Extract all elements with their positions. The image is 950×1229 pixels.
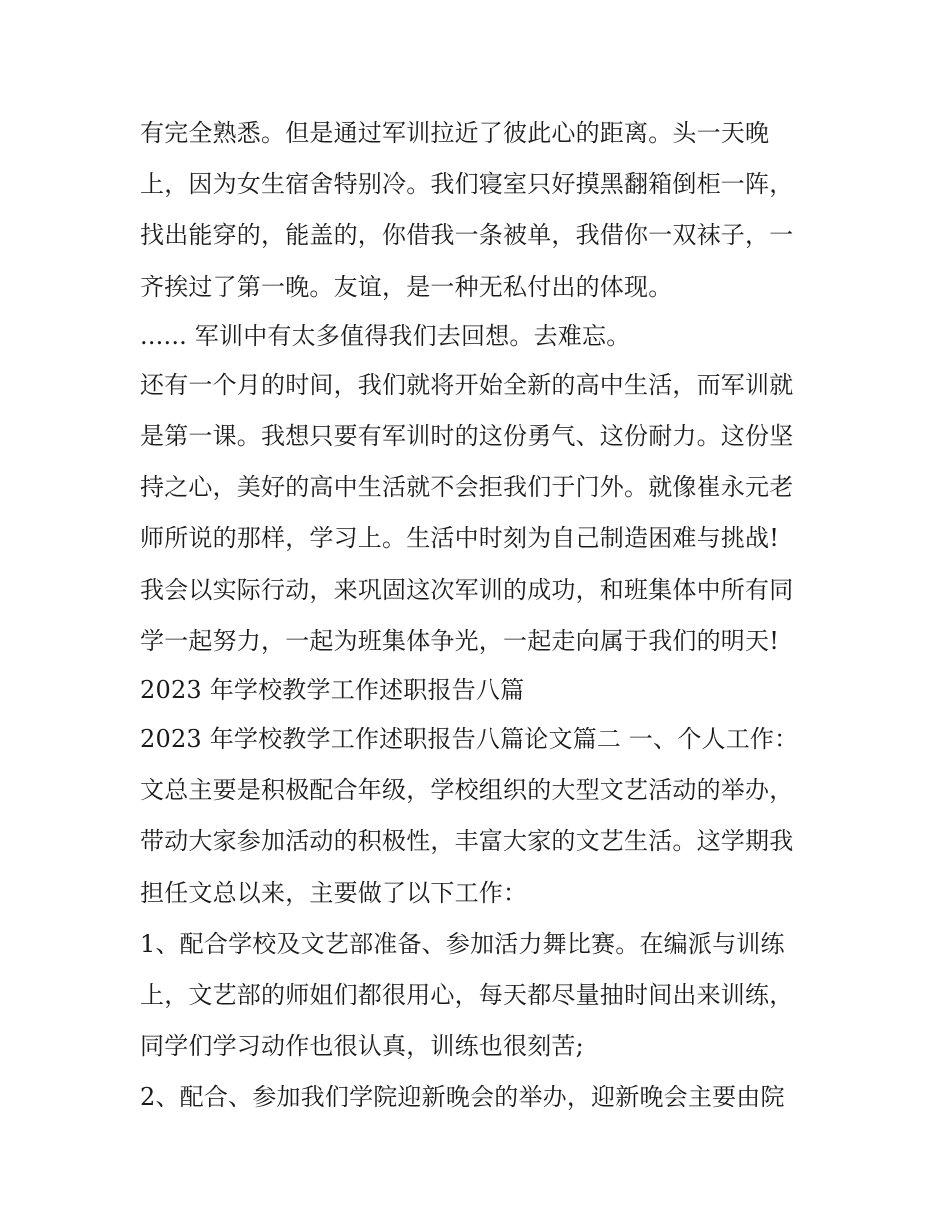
text-line: 有完全熟悉。但是通过军训拉近了彼此心的距离。头一天晚: [140, 119, 770, 147]
text-line: 找出能穿的，能盖的，你借我一条被单，我借你一双袜子，一: [140, 221, 794, 250]
text-line: ...... 军训中有太多值得我们去回想。去难忘。: [140, 321, 631, 350]
text-line: 上，文艺部的师姐们都很用心，每天都尽量抽时间出来训练，: [140, 981, 794, 1010]
text-line: 我会以实际行动，来巩固这次军训的成功，和班集体中所有同: [140, 575, 794, 604]
text-line: 持之心，美好的高中生活就不会拒我们于门外。就像崔永元老: [140, 473, 794, 502]
text-line: 2023 年学校教学工作述职报告八篇论文篇二 一、个人工作：: [140, 725, 799, 754]
text-line: 1、配合学校及文艺部准备、参加活力舞比赛。在编派与训练: [140, 929, 785, 958]
section-heading: 2023 年学校教学工作述职报告八篇: [140, 676, 525, 705]
text-line: 齐挨过了第一晚。友谊，是一种无私付出的体现。: [140, 272, 673, 301]
text-line: 带动大家参加活动的积极性，丰富大家的文艺生活。这学期我: [140, 827, 794, 856]
text-line: 还有一个月的时间，我们就将开始全新的高中生活，而军训就: [140, 370, 794, 399]
text-line: 上，因为女生宿舍特别冷。我们寝室只好摸黑翻箱倒柜一阵，: [140, 170, 794, 199]
text-line: 文总主要是积极配合年级，学校组织的大型文艺活动的举办，: [140, 776, 794, 805]
text-line: 同学们学习动作也很认真，训练也很刻苦;: [140, 1032, 584, 1061]
text-line: 2、配合、参加我们学院迎新晚会的举办，迎新晚会主要由院: [140, 1083, 785, 1112]
text-line: 担任文总以来，主要做了以下工作：: [140, 878, 528, 907]
text-line: 师所说的那样，学习上。生活中时刻为自己制造困难与挑战!: [140, 524, 780, 553]
text-line: 是第一课。我想只要有军训时的这份勇气、这份耐力。这份坚: [140, 422, 794, 451]
text-line: 学一起努力，一起为班集体争光，一起走向属于我们的明天!: [140, 626, 780, 655]
document-body: [140, 108, 830, 1124]
